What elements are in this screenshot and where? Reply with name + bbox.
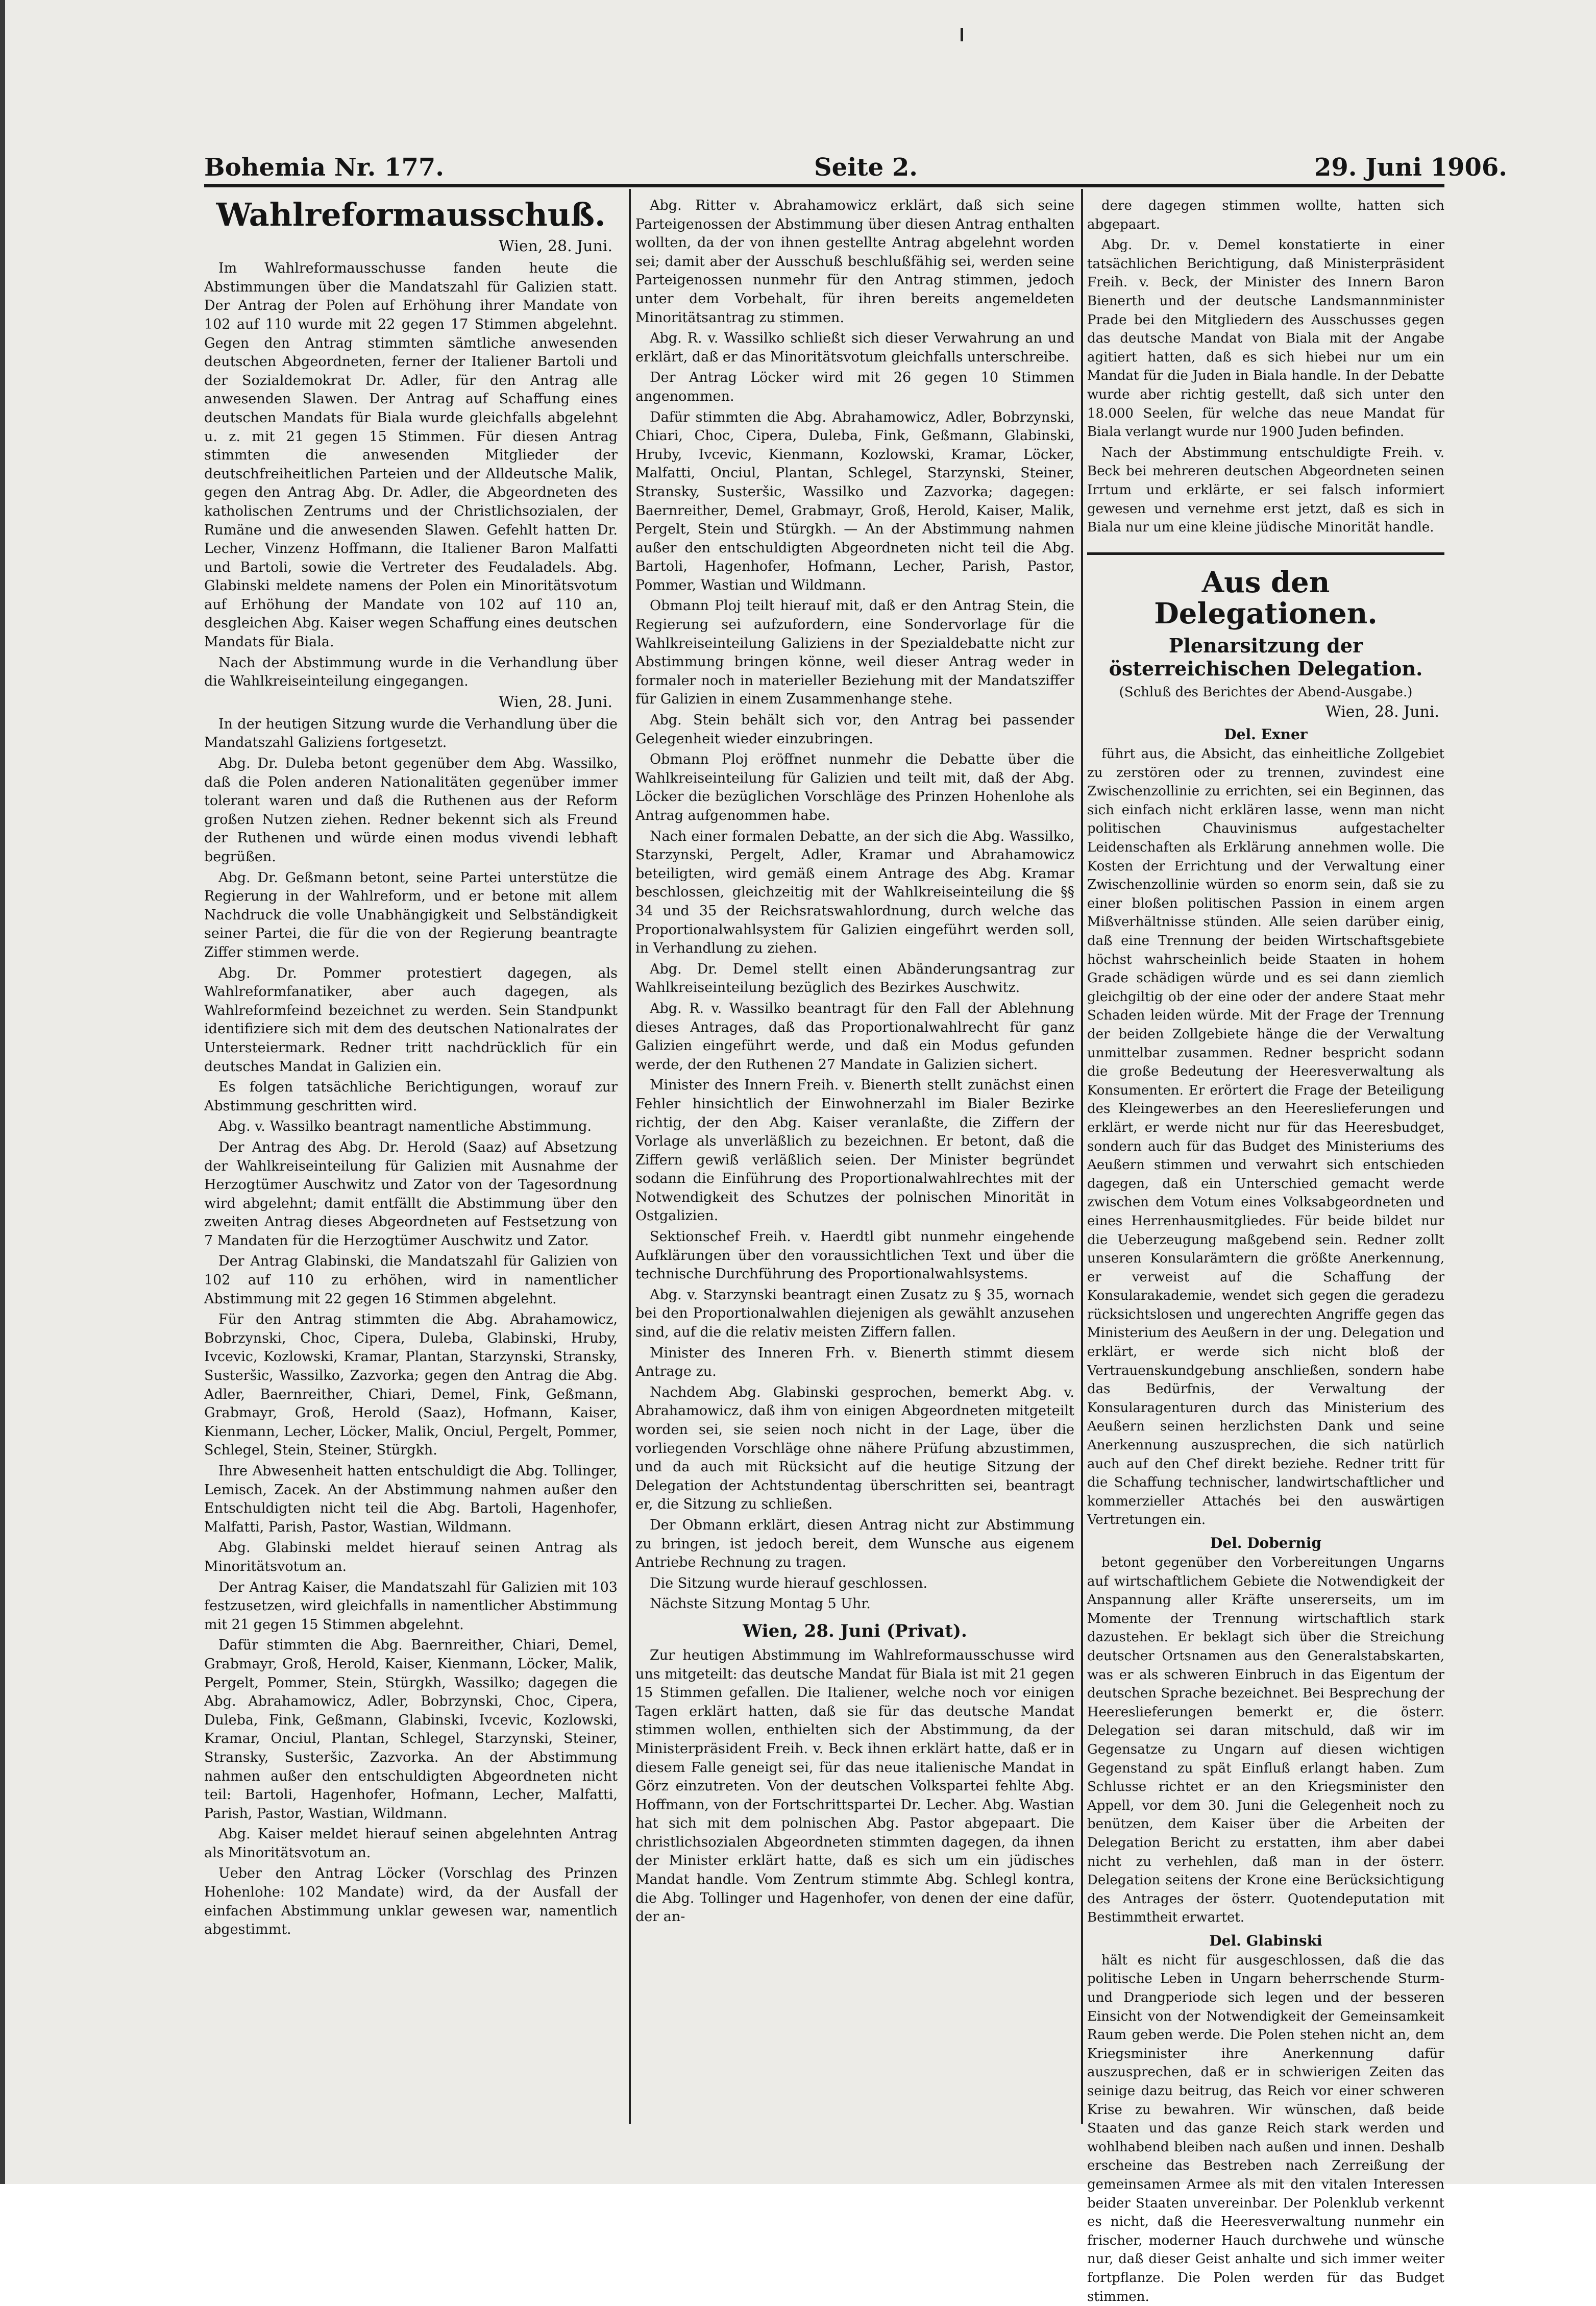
paragraph: Abg. Dr. Duleba betont gegenüber dem Abg. Wassilko, daß die Polen anderen Nationalitäten gegenüber immer tolerant waren und daß die Ruthenen aus der Reform großen Nutzen ziehen. Redner bekennt sich als Freund der Ruthenen und würde einen modus vivendi lebhaft begrüßen.	[204, 756, 618, 865]
paragraph: Im Wahlreformausschusse fanden heute die Abstimmungen über die Mandatszahl für Galizien statt. Der Antrag der Polen auf Erhöhung ihrer Mandate von 102 auf 110 wurde mit 22 gegen 17 Stimmen abgelehnt. Gegen den Antrag stimmten sämtliche anwesenden deutschen Abgeordneten, ferner der Italiener Bartoli und der Sozialdemokrat Dr. Adler, für den Antrag alle anwesenden Slawen. Der Antrag auf Schaffung eines deutschen Mandats für Biala wurde gleichfalls abgelehnt u. z. mit 21 gegen 15 Stimmen. Für diesen Antrag stimmten die anwesenden Mitglieder der deutschfreiheitlichen Parteien und der Alldeutsche Malik, gegen den Antrag Abg. Dr. Adler, die Abgeordneten des katholischen Zentrums und der Christlichsozialen, der Rumäne und die anwesenden Slawen. Gefehlt hatten Dr. Lecher, Vinzenz Hoffmann, die Italiener Baron Malfatti und Bartoli, sowie die Vertreter des Feudaladels. Abg. Glabinski meldete namens der Polen ein Minoritätsvotum auf Erhöhung der Mandate von 102 auf 110 an, desgleichen Abg. Kaiser wegen Schaffung eines deutschen Mandats für Biala.	[204, 260, 618, 650]
paragraph: Abg. Kaiser meldet hierauf seinen abgelehnten Antrag als Minoritätsvotum an.	[204, 1826, 618, 1861]
dateline: Wien, 28. Juni (Privat).	[743, 1620, 967, 1641]
paragraph: Abg. Dr. Pommer protestiert dagegen, als Wahlreformfanatiker, aber auch dagegen, als Wahlreformfeind bezeichnet zu werden. Sein Standpunkt identifiziere sich mit dem des deutschen Nationalrates der Untersteiermark. Redner tritt nachdrücklich für ein deutsches Mandat in Galizien ein.	[204, 965, 618, 1075]
article-title: Wahlreformausschuß.	[216, 196, 606, 233]
paragraph: hält es nicht für ausgeschlossen, daß die das politische Leben in Ungarn beherrschende Sturm- und Drangperiode sich legen und der besseren Einsicht von der Notwendigkeit der Gemeinsamkeit Raum geben werde. Die Polen stehen nicht an, dem Kriegsminister ihre Anerkennung dafür auszusprechen, daß er in schwierigen Zeiten das seinige dazu beitrug, das Reich vor einer schweren Krise zu bewahren. Wir wünschen, daß beide Staaten und das ganze Reich stark werden und wohlhabend bleiben nach außen und innen. Deshalb erscheine das Bestreben nach Zerreißung der gemeinsamen Armee als mit den vitalen Interessen beider Staaten unvereinbar. Der Polenklub verkennt es nicht, daß die Heeresverwaltung nunmehr ein frischer, moderner Hauch durchwehe und wünsche nur, daß dieser Geist anhalte und sich immer weiter fortpflanze. Die Polen werden für das Budget stimmen.	[1087, 1952, 1444, 2304]
paragraph: Abg. v. Starzynski beantragt einen Zusatz zu § 35, wornach bei den Proportionalwahlen diejenigen als gewählt anzusehen sind, auf die die relativ meisten Ziffern fallen.	[635, 1286, 1074, 1341]
paragraph: Obmann Ploj teilt hierauf mit, daß er den Antrag Stein, die Regierung sei aufzufordern, eine Sondervorlage für die Wahlkreiseinteilung Galiziens in der Spezialdebatte nicht zur Abstimmung bringen könne, weil dieser Antrag weder in formaler noch in materieller Beziehung mit der Mandatsziffer für Galizien in einem Zusammenhange stehe.	[635, 598, 1074, 708]
paragraph: Obmann Ploj eröffnet nunmehr die Debatte über die Wahlkreiseinteilung für Galizien und teilt mit, daß der Abg. Löcker die bezüglichen Vorschläge des Prinzen Hohenlohe als Antrag aufgenommen habe.	[635, 751, 1074, 823]
paragraph: Abg. R. v. Wassilko beantragt für den Fall der Ablehnung dieses Antrages, daß das Proportionalwahlrecht für ganz Galizien eingeführt werde, und daß ein Modus gefunden werde, der den Ruthenen 27 Mandate in Galizien sichert.	[635, 1000, 1074, 1073]
paragraph: Abg. Ritter v. Abrahamowicz erklärt, daß sich seine Parteigenossen der Abstimmung über diesen Antrag enthalten wollten, da der von ihnen gestellte Antrag abgelehnt worden sei; damit aber der Ausschuß beschlußfähig sei, werden seine Parteigenossen nunmehr für den Antrag stimmen, jedoch unter dem Vorbehalt, für ihren bereits angemeldeten Minoritätsantrag zu stimmen.	[635, 198, 1074, 326]
paragraph: Abg. R. v. Wassilko schließt sich dieser Verwahrung an und erklärt, daß er das Minoritätsvotum gleichfalls unterschreibe.	[635, 330, 1074, 365]
margin-mark	[961, 28, 963, 41]
paragraph: Nach der Abstimmung entschuldigte Freih. v. Beck bei mehreren deutschen Abgeordneten seinen Irrtum und erklärte, er sei falsch informiert gewesen und vernehme erst jetzt, daß es sich in Biala nur um eine kleine jüdische Minorität handle.	[1087, 445, 1444, 536]
paragraph: Abg. Dr. Geßmann betont, seine Partei unterstütze die Regierung in der Wahlreform, und er betone mit allem Nachdruck die volle Unabhängigkeit und Selbständigkeit seiner Partei, die für die von der Regierung beantragte Ziffer stimmen werde.	[204, 869, 618, 960]
column-rule-2	[1081, 189, 1083, 2124]
paragraph: Minister des Innern Freih. v. Bienerth stellt zunächst einen Fehler hinsichtlich der Einwohnerzahl im Bialer Bezirke richtig, der den Abg. Kaiser veranlaßte, die Ziffern der Vorlage als unverläßlich zu bezeichnen. Er betont, daß die Ziffern gewiß verläßlich seien. Der Minister begründet sodann die Einführung des Proportionalwahlrechtes mit der Notwendigkeit des Schutzes der polnischen Minorität in Ostgalizien.	[635, 1077, 1074, 1224]
paragraph: Dafür stimmten die Abg. Abrahamowicz, Adler, Bobrzynski, Chiari, Choc, Cipera, Duleba, Fink, Geßmann, Glabinski, Hruby, Ivcevic, Kienmann, Kozlowski, Kramar, Löcker, Malfatti, Onciul, Plantan, Schlegel, Starzynski, Steiner, Stransky, Susteršic, Wassilko und Zazvorka; dagegen: Baernreither, Demel, Grabmayr, Groß, Herold, Kaiser, Malik, Pergelt, Stein und Stürgkh. — An der Abstimmung nahmen außer den entschuldigten Abgeordneten nicht teil die Abg. Bartoli, Hagenhofer, Hofmann, Lecher, Parish, Pastor, Pommer, Wastian und Wildmann.	[635, 409, 1074, 593]
dateline: Wien, 28. Juni.	[498, 693, 612, 711]
paragraph: Sektionschef Freih. v. Haerdtl gibt nunmehr eingehende Aufklärungen über den voraussichtlichen Text und über die technische Durchführung des Proportionalwahlsystems.	[635, 1229, 1074, 1282]
paragraph: Für den Antrag stimmten die Abg. Abrahamowicz, Bobrzynski, Choc, Cipera, Duleba, Glabinski, Hruby, Ivcevic, Kozlowski, Kramar, Plantan, Starzynski, Stransky, Susteršic, Wassilko, Zazvorka; gegen den Antrag die Abg. Adler, Baernreither, Chiari, Demel, Fink, Geßmann, Grabmayr, Groß, Herold (Saaz), Hofmann, Kaiser, Kienmann, Lecher, Löcker, Malik, Onciul, Pergelt, Pommer, Schlegel, Stein, Steiner, Stürgkh.	[204, 1312, 618, 1459]
paragraph: dere dagegen stimmen wollte, hatten sich abgepaart.	[1087, 198, 1444, 232]
paragraph: Minister des Inneren Frh. v. Bienerth stimmt diesem Antrage zu.	[635, 1345, 1074, 1380]
paragraph: Die Sitzung wurde hierauf geschlossen.	[650, 1575, 928, 1591]
paragraph: Der Antrag Glabinski, die Mandatszahl für Galizien von 102 auf 110 zu erhöhen, wird in namentlicher Abstimmung mit 22 gegen 16 Stimmen abgelehnt.	[204, 1253, 618, 1307]
paragraph: In der heutigen Sitzung wurde die Verhandlung über die Mandatszahl Galiziens fortgesetzt.	[204, 716, 618, 751]
section-rule	[1087, 552, 1444, 555]
paragraph: Abg. v. Wassilko beantragt namentliche Abstimmung.	[218, 1119, 592, 1135]
header-right: 29. Juni 1906.	[1314, 153, 1507, 182]
column-3	[1087, 197, 1444, 2304]
speaker-heading: Del. Dobernig	[1210, 1535, 1321, 1551]
section-title: Aus den Delegationen.	[1154, 565, 1378, 631]
paragraph: Der Antrag des Abg. Dr. Herold (Saaz) auf Absetzung der Wahlkreiseinteilung für Galizien mit Ausnahme der Herzogtümer Auschwitz und Zator von der Tagesordnung wird abgelehnt; damit entfällt die Abstimmung über den zweiten Antrag dieses Abgeordneten auf Festsetzung von 7 Mandaten für die Herzogtümer Auschwitz und Zator.	[204, 1139, 618, 1249]
paragraph: Abg. Stein behält sich vor, den Antrag bei passender Gelegenheit wieder einzubringen.	[635, 712, 1074, 747]
section-subtitle: Plenarsitzung der österreichischen Delegation.	[1109, 634, 1423, 681]
paragraph: Nach der Abstimmung wurde in die Verhandlung über die Wahlkreiseinteilung eingegangen.	[204, 654, 618, 690]
paragraph: Zur heutigen Abstimmung im Wahlreformausschusse wird uns mitgeteilt: das deutsche Mandat für Biala ist mit 21 gegen 15 Stimmen gefallen. Die Italiener, welche noch vor einigen Tagen erklärt hatten, daß sie für das deutsche Mandat stimmen wollen, enthielten sich der Abstimmung, da der Ministerpräsident Freih. v. Beck ihnen erklärt hatte, daß er in diesem Falle geneigt sei, für das neue italienische Mandat in Görz einzutreten. Von der deutschen Volkspartei fehlte Abg. Hoffmann, von der Fortschrittspartei Dr. Lecher. Abg. Wastian hat sich mit dem polnischen Abg. Pastor abgepaart. Die christlichsozialen Abgeordneten stimmten dagegen, da ihnen der Minister erklärt hatte, daß es sich um ein jüdisches Mandat handle. Vom Zentrum stimmte Abg. Schlegl kontra, die Abg. Tollinger und Hagenhofer, von denen der eine dafür, der an-	[635, 1647, 1074, 1925]
dateline: Wien, 28. Juni.	[1325, 703, 1439, 721]
speaker-heading: Del. Exner	[1224, 726, 1308, 743]
paragraph: Abg. Dr. Demel stellt einen Abänderungsantrag zur Wahlkreiseinteilung bezüglich des Bezirkes Auschwitz.	[635, 961, 1074, 996]
paragraph: Der Obmann erklärt, diesen Antrag nicht zur Abstimmung zu bringen, ist jedoch bereit, dem Wunsche aus eigenem Antriebe Rechnung zu tragen.	[635, 1517, 1074, 1571]
speaker-heading: Del. Glabinski	[1209, 1932, 1322, 1949]
paragraph: führt aus, die Absicht, das einheitliche Zollgebiet zu zerstören oder zu trennen, zuvindest eine Zwischenzollinie zu errichten, sei ein Beginnen, das sich einfach nicht erklären lasse, wenn man nicht politischen Chauvinismus aufgestachelter Leidenschaften als Erklärung annehmen wolle. Die Kosten der Errichtung und der Verwaltung einer Zwischenzollinie würden so enorm sein, daß sie zu einer bloßen politischen Passion in einem argen Mißverhältnisse stünden. Alle seien darüber einig, daß eine Trennung der beiden Wirtschaftsgebiete höchst wahrscheinlich beide Staaten in hohem Grade schädigen würde und es sei dann ziemlich gleichgiltig ob der eine oder der andere Staat mehr Schaden leiden würde. Mit der Frage der Trennung der beiden Zollgebiete hänge die der Verwaltung unmittelbar zusammen. Redner bespricht sodann die große Bedeutung der Heeresverwaltung als Konsumenten. Er erörtert die Frage der Beteiligung des Kleingewerbes an den Heereslieferungen und erklärt, er werde nicht nur für das Heeresbudget, sondern auch für das Budget des Ministeriums des Aeußern stimmen und verwahrt sich entschieden dagegen, daß ein Unterschied gemacht werde zwischen dem Votum eines Volksabgeordneten und eines Herrenhausmitgliedes. Für beide bildet nur die Ueberzeugung maßgebend sein. Redner zollt unseren Konsularämtern die größte Anerkennung, er verweist auf die Schaffung der Konsularakademie, wendet sich gegen die geradezu rücksichtslosen und ungerechten Angriffe gegen das Ministerium des Aeußern in der ung. Delegation und erklärt, er werde sich nicht bloß der Vertrauenskundgebung anschließen, sondern habe das Bedürfnis, der Verwaltung der Konsularagenturen durch das Ministerium des Aeußern seinen herzlichsten Dank und seine Anerkennung auszusprechen, die sich natürlich auch auf den Chef direkt beziehe. Redner tritt für die Schaffung technischer, landwirtschaftlicher und kommerzieller Attachés bei den auswärtigen Vertretungen ein.	[1087, 746, 1444, 1528]
paragraph: Nach einer formalen Debatte, an der sich die Abg. Wassilko, Starzynski, Pergelt, Adler, Kramar und Abrahamowicz beteiligten, wird gemäß einem Antrage des Abg. Kramar beschlossen, gleichzeitig mit der Wahlkreiseinteilung die §§ 34 und 35 der Reichsratswahlordnung, durch welche das Proportionalwahlsystem für Galizien eingeführt werden soll, in Verhandlung zu ziehen.	[635, 828, 1074, 957]
paragraph: Abg. Dr. v. Demel konstatierte in einer tatsächlichen Berichtigung, daß Ministerpräsident Freih. v. Beck, der Minister des Innern Baron Bienerth und der deutsche Landsmannminister Prade bei den Mitgliedern des Ausschusses gegen das deutsche Mandat von Biala mit der Angabe agitiert hatten, daß es sich hiebei nur um ein Mandat für die Juden in Biala handle. In der Debatte wurde aber richtig gestellt, daß sich unter den 18.000 Seelen, für welche das neue Mandat für Biala verlangt wurde nur 1900 Juden befinden.	[1087, 237, 1444, 440]
paragraph: Dafür stimmten die Abg. Baernreither, Chiari, Demel, Grabmayr, Groß, Herold, Kaiser, Kienmann, Löcker, Malik, Pergelt, Pommer, Stein, Stürgkh, Wassilko; dagegen die Abg. Abrahamowicz, Adler, Bobrzynski, Choc, Cipera, Duleba, Fink, Geßmann, Glabinski, Ivcevic, Kozlowski, Kramar, Onciul, Plantan, Schlegel, Starzynski, Steiner, Stransky, Susteršic, Zazvorka. An der Abstimmung nahmen außer den entschuldigten Abgeordneten nicht teil: Bartoli, Hagenhofer, Hofmann, Lecher, Malfatti, Parish, Pastor, Wastian, Wildmann.	[204, 1637, 618, 1822]
paragraph: Der Antrag Kaiser, die Mandatszahl für Galizien mit 103 festzusetzen, wird gleichfalls in namentlicher Abstimmung mit 21 gegen 15 Stimmen abgelehnt.	[204, 1579, 618, 1633]
paragraph: Nachdem Abg. Glabinski gesprochen, bemerkt Abg. v. Abrahamowicz, daß ihm von einigen Abgeordneten mitgeteilt worden sei, sie seien noch nicht in der Lage, über die vorliegenden Vorschläge ohne nähere Prüfung abzustimmen, und da auch mit Rücksicht auf die heutige Sitzung der Delegation der Achtstundentag überschritten sei, beantragt er, die Sitzung zu schließen.	[635, 1384, 1074, 1513]
paragraph: Der Antrag Löcker wird mit 26 gegen 10 Stimmen angenommen.	[635, 370, 1074, 404]
paragraph: Nächste Sitzung Montag 5 Uhr.	[650, 1596, 871, 1612]
column-rule-1	[629, 189, 631, 2124]
section-note: (Schluß des Berichtes der Abend-Ausgabe.)	[1119, 685, 1413, 700]
header-left: Bohemia Nr. 177.	[204, 153, 444, 182]
paragraph: Ueber den Antrag Löcker (Vorschlag des Prinzen Hohenlohe: 102 Mandate) wird, da der Ausfall der einfachen Abstimmung unklar gewesen war, namentlich abgestimmt.	[204, 1865, 618, 1938]
paragraph: Abg. Glabinski meldet hierauf seinen Antrag als Minoritätsvotum an.	[204, 1540, 618, 1574]
paragraph: betont gegenüber den Vorbereitungen Ungarns auf wirtschaftlichem Gebiete die Notwendigkeit der Anspannung aller Kräfte unsererseits, um im Momente der Trennung wirtschaftlich stark dazustehen. Er beklagt sich über die Streichung deutscher Ortsnamen aus den Generalstabskarten, was er als schweren Einbruch in das Eigentum der deutschen Sprache bezeichnet. Bei Besprechung der Heereslieferungen bemerkt er, die österr. Delegation sei daran mitschuld, daß wir im Gegensatze zu Ungarn auf diesen wichtigen Gegenstand zu spät Einfluß erlangt haben. Zum Schlusse richtet er an den Kriegsminister den Appell, vor dem 30. Juni die Gelegenheit noch zu benützen, dem Kaiser über die Arbeiten der Delegation Bericht zu erstatten, ihm aber dabei nicht zu verhehlen, daß man in der österr. Delegation seitens der Krone eine Berücksichtigung des Antrages der österr. Quotendeputation mit Bestimmtheit erwartet.	[1087, 1555, 1444, 1926]
dateline: Wien, 28. Juni.	[498, 237, 612, 256]
header-center: Seite 2.	[814, 153, 918, 182]
column-1	[204, 197, 618, 2131]
column-2	[635, 197, 1074, 2131]
header-rule	[204, 184, 1444, 187]
paragraph: Ihre Abwesenheit hatten entschuldigt die Abg. Tollinger, Lemisch, Zacek. An der Abstimmung nahmen außer den Entschuldigten nicht teil die Abg. Bartoli, Hagenhofer, Malfatti, Parish, Pastor, Wastian, Wildmann.	[204, 1463, 618, 1535]
paragraph: Es folgen tatsächliche Berichtigungen, worauf zur Abstimmung geschritten wird.	[204, 1079, 618, 1114]
